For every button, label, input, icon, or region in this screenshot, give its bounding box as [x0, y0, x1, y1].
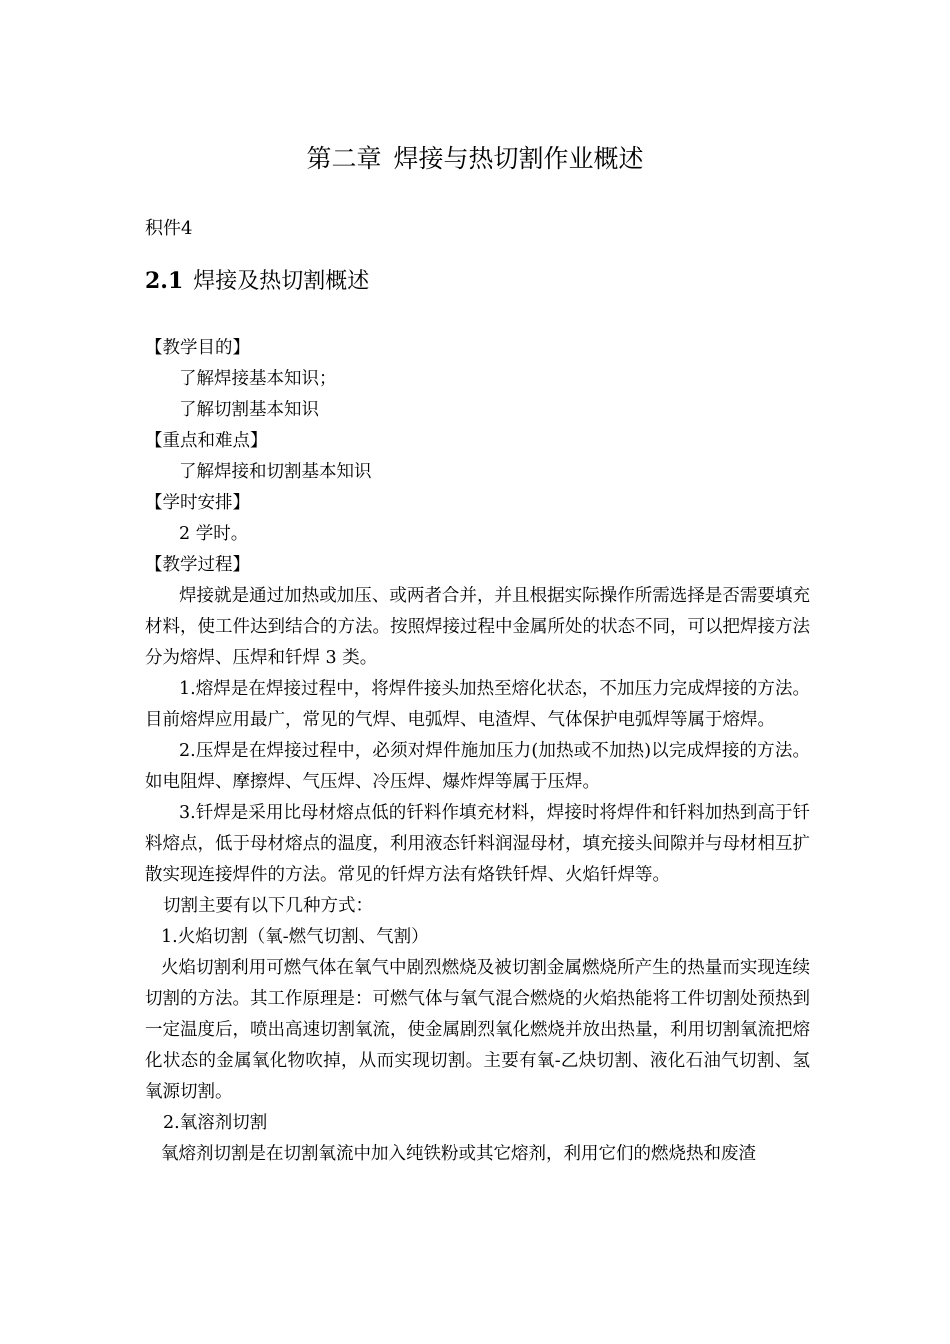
chapter-number: 第二章: [306, 144, 382, 173]
schedule-header: 【学时安排】: [145, 493, 250, 513]
paragraph-fusion-welding: 1.熔焊是在焊接过程中，将焊件接头加热至熔化状态，不加压力完成焊接的方法。目前熔焊应用最广，常见的气焊、电弧焊、电渣焊、气体保护电弧焊等属于熔焊。: [145, 679, 810, 730]
keypoint-item: 了解焊接和切割基本知识: [179, 462, 372, 482]
flux-cutting-header: 2.氧溶剂切割: [163, 1113, 268, 1133]
objectives-header: 【教学目的】: [145, 338, 250, 358]
paragraph-flame-cutting: 火焰切割利用可燃气体在氧气中剧烈燃烧及被切割金属燃烧所产生的热量而实现连续切割的方法。其工作原理是：可燃气体与氧气混合燃烧的火焰热能将工件切割处预热到一定温度后，喷出高速切割氧流，使金属剧烈氧化燃烧并放出热量，利用切割氧流把熔化状态的金属氧化物吹掉，从而实现切割。主要有氧-乙炔切割、液化石油气切割、氢氧源切割。: [145, 958, 810, 1102]
schedule-text: 2 学时。: [179, 524, 249, 544]
chapter-title: [0, 143, 950, 175]
flame-cutting-header: 1.火焰切割（氧-燃气切割、气割）: [161, 927, 429, 947]
paragraph-brazing: 3.钎焊是采用比母材熔点低的钎料作填充材料，焊接时将焊件和钎料加热到高于钎料熔点，低于母材熔点的温度，利用液态钎料润湿母材，填充接头间隙并与母材相互扩散实现连接焊件的方法。常见的钎焊方法有烙铁钎焊、火焰钎焊等。: [145, 803, 810, 885]
section-title-text: 焊接及热切割概述: [193, 269, 370, 294]
section-heading: [145, 266, 369, 297]
paragraph-flux-cutting: 氧熔剂切割是在切割氧流中加入纯铁粉或其它熔剂，利用它们的燃烧热和废渣: [161, 1144, 756, 1164]
chapter-name: 焊接与热切割作业概述: [393, 144, 644, 173]
document-body: [145, 333, 810, 1170]
objective-item: 了解焊接基本知识；: [179, 369, 337, 389]
objective-item: 了解切割基本知识: [179, 400, 319, 420]
paragraph-welding-definition: 焊接就是通过加热或加压、或两者合并，并且根据实际操作所需选择是否需要填充材料，使工件达到结合的方法。按照焊接过程中金属所处的状态不同，可以把焊接方法分为熔焊、压焊和钎焊 3 类。: [145, 586, 810, 668]
paragraph-pressure-welding: 2.压焊是在焊接过程中，必须对焊件施加压力(加热或不加热)以完成焊接的方法。如电阻焊、摩擦焊、气压焊、冷压焊、爆炸焊等属于压焊。: [145, 741, 810, 792]
section-number: 2.1: [145, 268, 184, 294]
keypoints-header: 【重点和难点】: [145, 431, 268, 451]
cutting-intro: 切割主要有以下几种方式：: [163, 896, 373, 916]
module-label: 积件4: [145, 218, 193, 239]
process-header: 【教学过程】: [145, 555, 250, 575]
